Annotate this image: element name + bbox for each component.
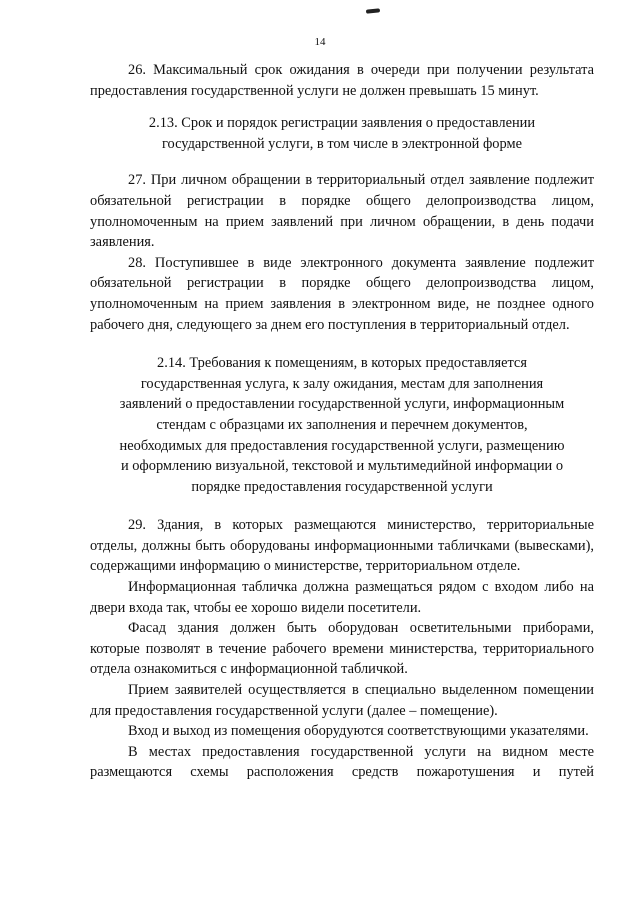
scan-artifact <box>366 8 380 13</box>
page-number: 14 <box>314 36 326 48</box>
paragraph-facade: Фасад здания должен быть оборудован осветительными приборами, которые позволят в течение рабочего времени министерства, территориального отдела ознакомиться с информационной табличкой. <box>90 620 594 678</box>
paragraph-places: В местах предоставления государственной услуги на видном месте размещаются схемы расположения средств пожаротушения и путей <box>90 743 594 781</box>
paragraph-28: 28. Поступившее в виде электронного документа заявление подлежит обязательной регистрации в порядке общего делопроизводства лицом, уполномоченным на прием заявления в электронном виде, не позднее одного рабочего дня, следующего за днем его поступления в территориальный отдел. <box>90 254 594 333</box>
paragraph-27: 27. При личном обращении в территориальный отдел заявление подлежит обязательной регистрации в порядке общего делопроизводства лицом, уполномоченным на прием заявлений при личном обращении, в день подачи заявления. <box>90 172 594 251</box>
section-heading-2-13: 2.13. Срок и порядок регистрации заявления о предоставлении государственной услуги, в том числе в электронной форме <box>148 115 536 152</box>
paragraph-entrance: Вход и выход из помещения оборудуются соответствующими указателями. <box>128 723 589 740</box>
document-body <box>90 60 594 783</box>
paragraph-info-sign: Информационная табличка должна размещаться рядом с входом либо на двери входа так, чтобы ее хорошо видели посетители. <box>90 579 594 616</box>
paragraph-26: 26. Максимальный срок ожидания в очереди при получении результата предоставления государственной услуги не должен превышать 15 минут. <box>90 62 594 99</box>
section-heading-2-14: 2.14. Требования к помещениям, в которых предоставляется государственная услуга, к залу ожидания, местам для заполнения заявлений о предоставлении государственной услуги, информационным стендам с образцами их заполнения и перечнем документов, необходимых для предоставления государственной услуги, размещению и оформлению визуальной, текстовой и мультимедийной информации о порядке предоставления государственной услуги <box>119 355 565 495</box>
paragraph-29: 29. Здания, в которых размещаются министерство, территориальные отделы, должны быть оборудованы информационными табличками (вывесками), содержащими информацию о министерстве, территориальном отделе. <box>90 517 594 575</box>
paragraph-reception: Прием заявителей осуществляется в специально выделенном помещении для предоставления государственной услуги (далее – помещение). <box>90 682 594 719</box>
